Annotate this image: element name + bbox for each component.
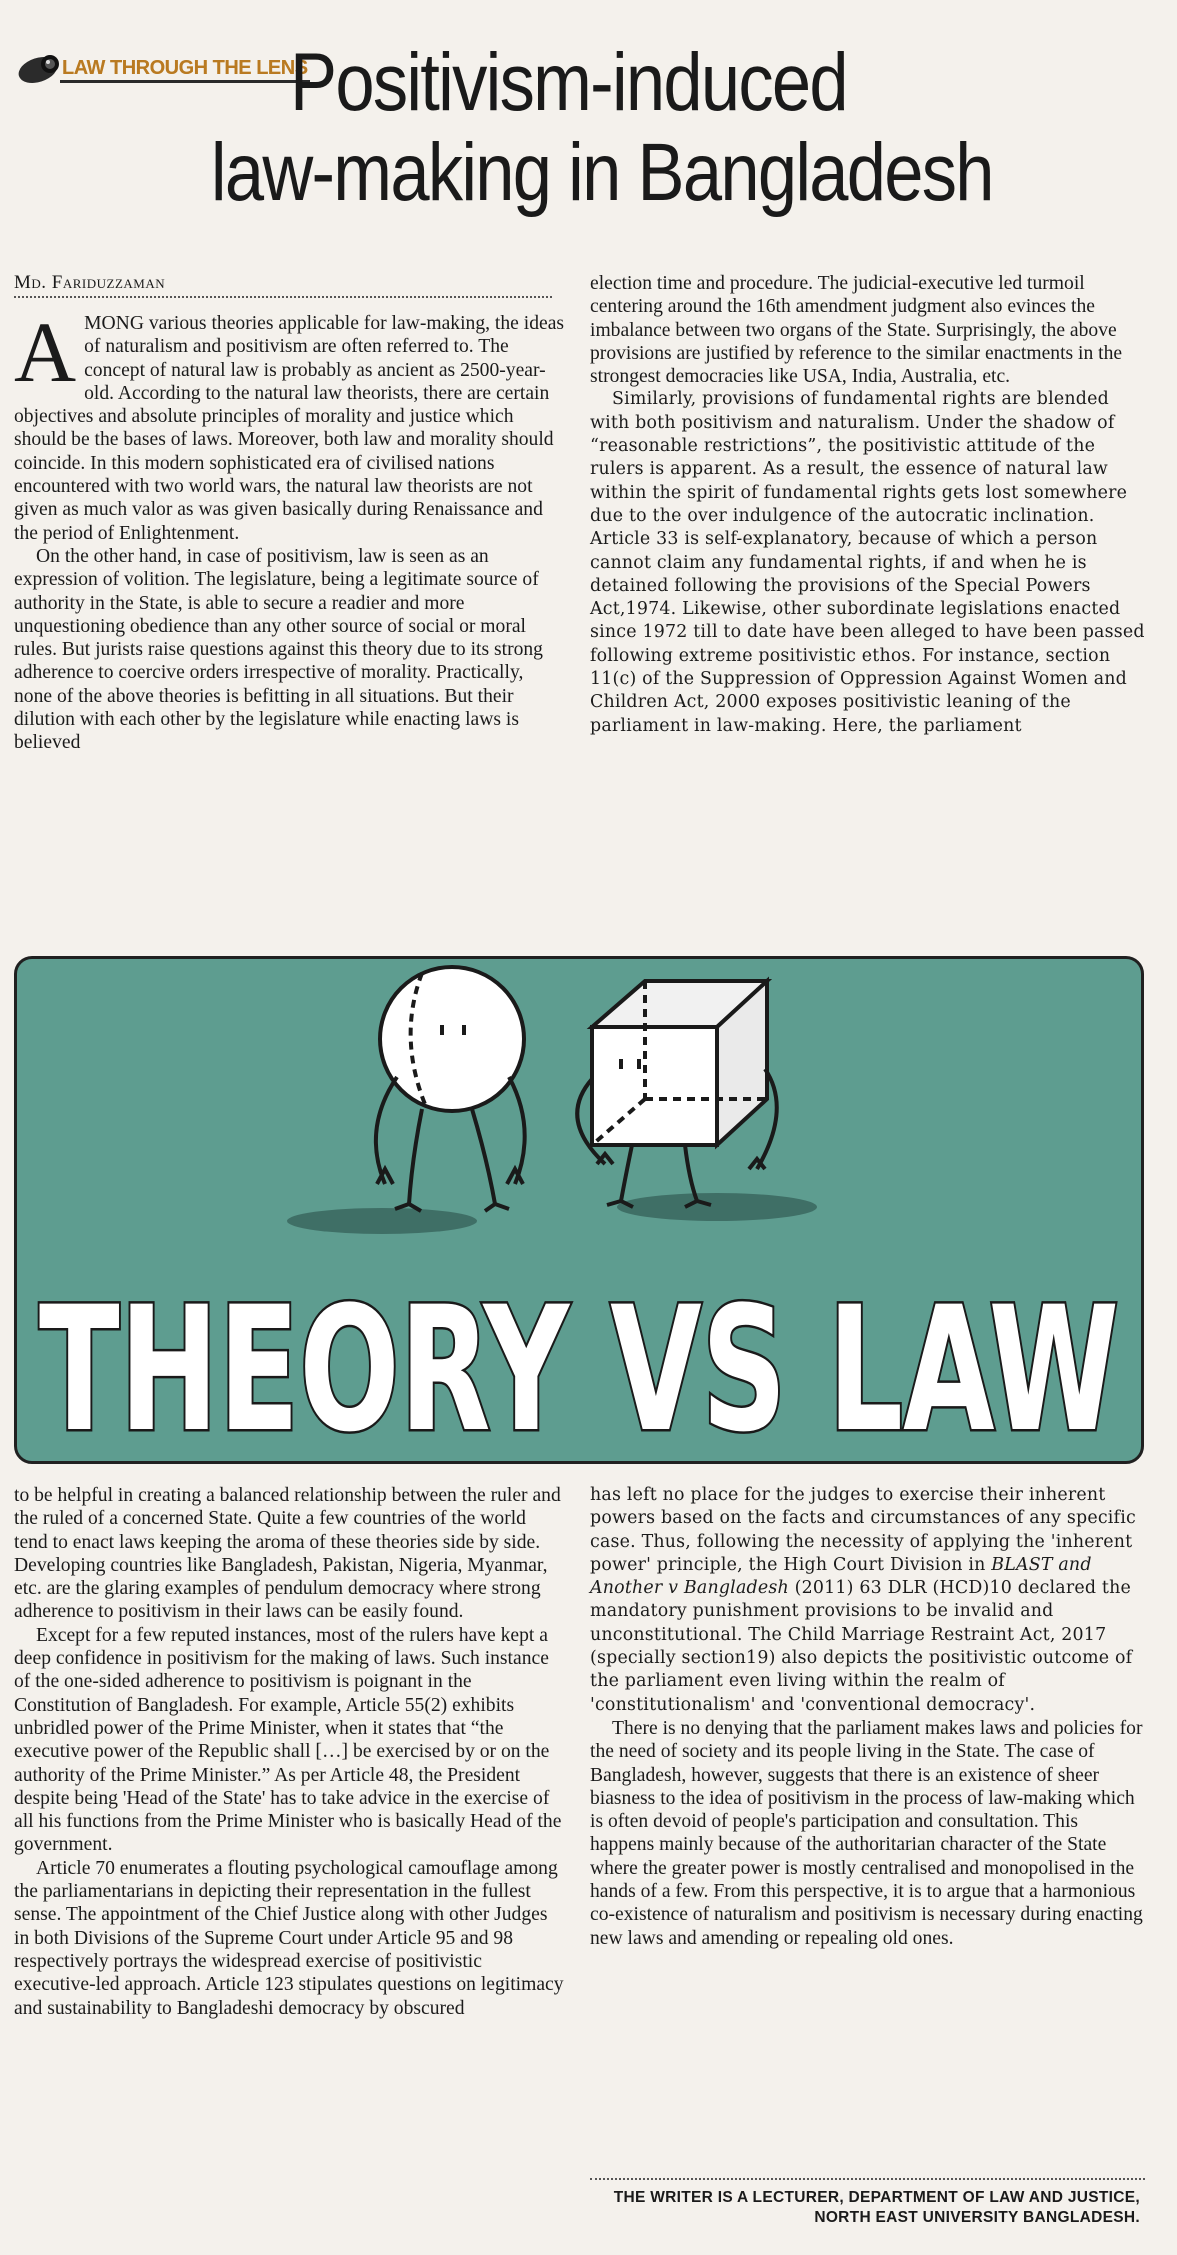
camera-lens-icon [16,52,66,86]
article-paragraph: to be helpful in creating a balanced relationship between the ruler and the ruled of a concerned State. Quite a few countries of the world tend to enact laws keeping the aroma of these theories side by side. Developing countries like Bangladesh, Pakistan, Nigeria, Myanmar, etc. are the glaring examples of pendulum democracy where strong adherence to positivism in their laws can be easily found. [14,1485,561,1623]
cube-character-icon [577,981,777,1207]
drop-cap: A [14,304,77,400]
case-citation: BLAST and Another v Bangladesh [590,1554,1092,1599]
article-paragraph: election time and procedure. The judicial-executive led turmoil centering around the 16th amendment judgment also evinces the imbalance between two organs of the State. Surprisingly, the above provisions are justified by reference to the similar enactments in the strongest democracies like USA, India, Australia, etc. [590,273,1123,388]
article-paragraph: There is no denying that the parliament makes laws and policies for the need of society and its people living in the State. The case of Bangladesh, however, suggests that there is an existence of sheer biasness to the idea of positivism in the process of law-making which is often devoid of people's participation and consultation. This happens mainly because of the authoritarian character of the State where the greater power is mostly centralised and monopolised in the hands of a few. From this perspective, it is to argue that a harmonious co-existence of naturalism and positivism is necessary during enacting new laws and amending or repealing old ones. [590,1717,1143,1949]
theory-vs-law-illustration [14,956,1144,1464]
ball-character-icon [376,967,525,1211]
article-paragraph: Article 70 enumerates a flouting psychological camouflage among the parliamentarians in depicting their representation in the fullest sense. The appointment of the Chief Justice along with other Judges in both Divisions of the Supreme Court under Article 95 and 98 respectively portrays the widespread exercise of positivistic executive-led approach. Article 123 stipulates questions on legitimacy and sustainability to Bangladeshi democracy by obscured [14,1857,564,2019]
cube-shadow-shape [617,1193,817,1221]
article-column-4 [590,1484,1145,1950]
column-tag [16,52,310,86]
article-column-3 [14,1484,564,2020]
article-paragraph: Except for a few reputed instances, most of the rulers have kept a deep confidence in positivism for the making of laws. Such instance of the one-sided adherence to positivism is poignant in the Constitution of Bangladesh. For example, Article 55(2) exhibits unbridled power of the Prime Minister, when it states that “the executive power of the Republic shall […] be exercised by or on the authority of the Prime Minister.” As per Article 48, the President despite being 'Head of the State' has to take advice in the exercise of all his functions from the Prime Minister who is basically Head of the government. [14,1624,562,1856]
article-paragraph: On the other hand, in case of positivism, law is seen as an expression of volition. The legislature, being a legitimate source of authority in the State, is able to secure a readier and more unquestioning obedience than any other source of social or moral rules. But jurists raise questions against this theory due to its strong adherence to coercive orders irrespective of morality. Practically, none of the above theories is befitting in all situations. But their dilution with each other by the legislature while enacting laws is believed [14,545,543,754]
footer-divider [590,2178,1145,2180]
article-column-1 [14,304,565,755]
headline-line-1: Positivism-induced [290,37,847,128]
article-paragraph: Similarly, provisions of fundamental rights are blended with both positivism and naturalism. Under the shadow of “reasonable restrictions”, the positivistic attitude of the rulers is apparent. As a result, the essence of natural law within the spirit of fundamental rights gets lost somewhere due to the over indulgence of the autocratic inclination. Article 33 is self-explanatory, because of which a person cannot claim any fundamental rights, if and when he is detained following the provisions of the Special Powers Act,1974. Likewise, other subordinate legislations enacted since 1972 till to date have been alleged to have been passed following extreme positivistic ethos. For instance, section 11(c) of the Suppression of Oppression Against Women and Children Act, 2000 exposes positivistic leaning of the parliament in law-making. Here, the parliament [590,389,1145,736]
column-tag-label: LAW THROUGH THE LENS [60,55,310,83]
article-column-2 [590,272,1145,738]
headline [210,37,1047,218]
illustration-title: THEORY VS LAW [39,1269,1119,1461]
article-paragraph: AMONG various theories applicable for law-making, the ideas of naturalism and positivism are often referred to. The concept of natural law is probably as ancient as 2500-year-old. According to the natural law theorists, there are certain objectives and absolute principles of morality and justice which should be the bases of laws. Moreover, both law and morality should coincide. In this modern sophisticated era of civilised nations encountered with two world wars, the natural law theorists are not given as much valor as was given basically during Renaissance and the period of Enlightenment. [14,304,565,544]
headline-line-2: law-making in Bangladesh [210,127,993,218]
author-note: THE WRITER IS A LECTURER, DEPARTMENT OF LAW AND JUSTICE, NORTH EAST UNIVERSITY BANGLADESH. [613,2189,1140,2226]
ball-shadow-shape [287,1208,477,1234]
article-paragraph: has left no place for the judges to exercise their inherent powers based on the facts and circumstances of any specific case. Thus, following the necessity of applying the 'inherent power' principle, the High Court Division in BLAST and Another v Bangladesh (2011) 63 DLR (HCD)10 declared the mandatory punishment provisions to be invalid and unconstitutional. The Child Marriage Restraint Act, 2017 (specially section19) also depicts the positivistic outcome of the parliament even living within the realm of 'constitutionalism' and 'conventional democracy'. [590,1485,1136,1715]
byline: Md. Fariduzzaman [14,272,552,298]
